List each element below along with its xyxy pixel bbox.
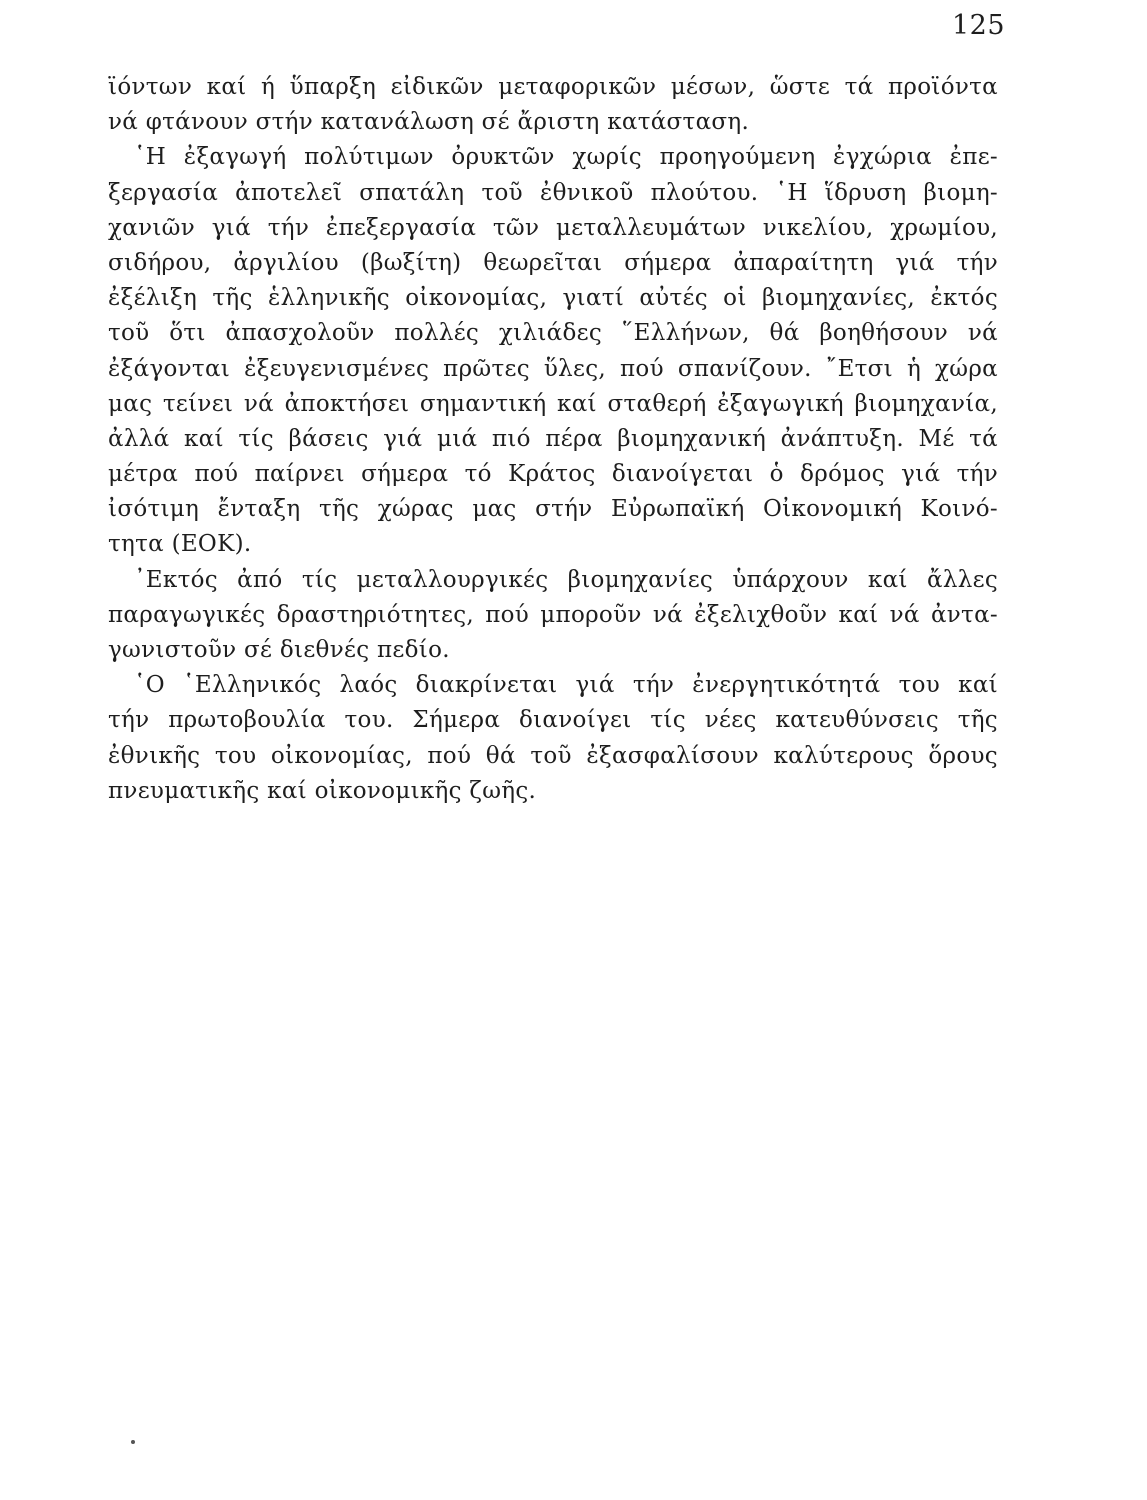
- text-line: χανιῶν γιά τήν ἐπεξεργασία τῶν μεταλλευμάτων νικελίου, χρωμίου,: [108, 214, 998, 241]
- paragraph-4: [108, 668, 998, 809]
- paragraph-1: [108, 70, 998, 140]
- text-line: ϊόντων καί ή ὕπαρξη εἰδικῶν μεταφορικῶν μέσων, ὥστε τά προϊόντα: [108, 74, 998, 100]
- paragraph-2: [108, 140, 998, 562]
- text-line: νά φτάνουν στήν κατανάλωση σέ ἄριστη κατάσταση.: [108, 109, 750, 136]
- paragraph-3: [108, 563, 998, 669]
- text-line: ἐθνικῆς του οἰκονομίας, πού θά τοῦ ἐξασφαλίσουν καλύτερους ὅρους: [108, 742, 998, 769]
- text-line: τήν πρωτοβουλία του. Σήμερα διανοίγει τίς νέες κατευθύνσεις τῆς: [108, 707, 998, 734]
- text-line: μας τείνει νά ἀποκτήσει σημαντική καί σταθερή ἐξαγωγική βιομηχανία,: [108, 390, 998, 417]
- text-line: ῾Ο ῾Ελληνικός λαός διακρίνεται γιά τήν ἐνεργητικότητά του καί: [134, 672, 998, 699]
- text-line: τοῦ ὅτι ἀπασχολοῦν πολλές χιλιάδες ῞Ελλήνων, θά βοηθήσουν νά: [108, 320, 998, 347]
- text-line: ᾿Εκτός ἀπό τίς μεταλλουργικές βιομηχανίες ὑπάρχουν καί ἄλλες: [134, 566, 998, 593]
- text-line: γωνιστοῦν σέ διεθνές πεδίο.: [108, 637, 450, 663]
- text-line: ἐξέλιξη τῆς ἑλληνικῆς οἰκονομίας, γιατί αὐτές οἱ βιομηχανίες, ἐκτός: [108, 285, 998, 312]
- text-line: ξεργασία ἀποτελεῖ σπατάλη τοῦ ἐθνικοῦ πλούτου. ῾Η ἵδρυση βιομη-: [108, 179, 998, 206]
- text-line: ἀλλά καί τίς βάσεις γιά μιά πιό πέρα βιομηχανική ἀνάπτυξη. Μέ τά: [108, 425, 998, 452]
- text-line: ἰσότιμη ἔνταξη τῆς χώρας μας στήν Εὐρωπαϊκή Οἰκονομική Κοινό-: [108, 496, 998, 523]
- text-line: παραγωγικές δραστηριότητες, πού μποροῦν νά ἐξελιχθοῦν καί νά ἀντα-: [108, 601, 998, 628]
- text-line: μέτρα πού παίρνει σήμερα τό Κράτος διανοίγεται ὁ δρόμος γιά τήν: [108, 461, 998, 488]
- text-line: σιδήρου, ἀργιλίου (βωξίτη) θεωρεῖται σήμερα ἀπαραίτητη γιά τήν: [108, 249, 998, 276]
- scan-speck: [131, 1440, 135, 1444]
- text-line: τητα (ΕΟΚ).: [108, 531, 252, 558]
- body-text: [108, 70, 998, 809]
- page-number: 125: [952, 10, 1006, 41]
- text-line: πνευματικῆς καί οἰκονομικῆς ζωῆς.: [108, 777, 537, 804]
- text-line: ῾Η ἐξαγωγή πολύτιμων ὀρυκτῶν χωρίς προηγούμενη ἐγχώρια ἐπε-: [134, 144, 998, 171]
- text-line: ἐξάγονται ἐξευγενισμένες πρῶτες ὕλες, πού σπανίζουν. ῎Ετσι ἡ χώρα: [108, 355, 998, 382]
